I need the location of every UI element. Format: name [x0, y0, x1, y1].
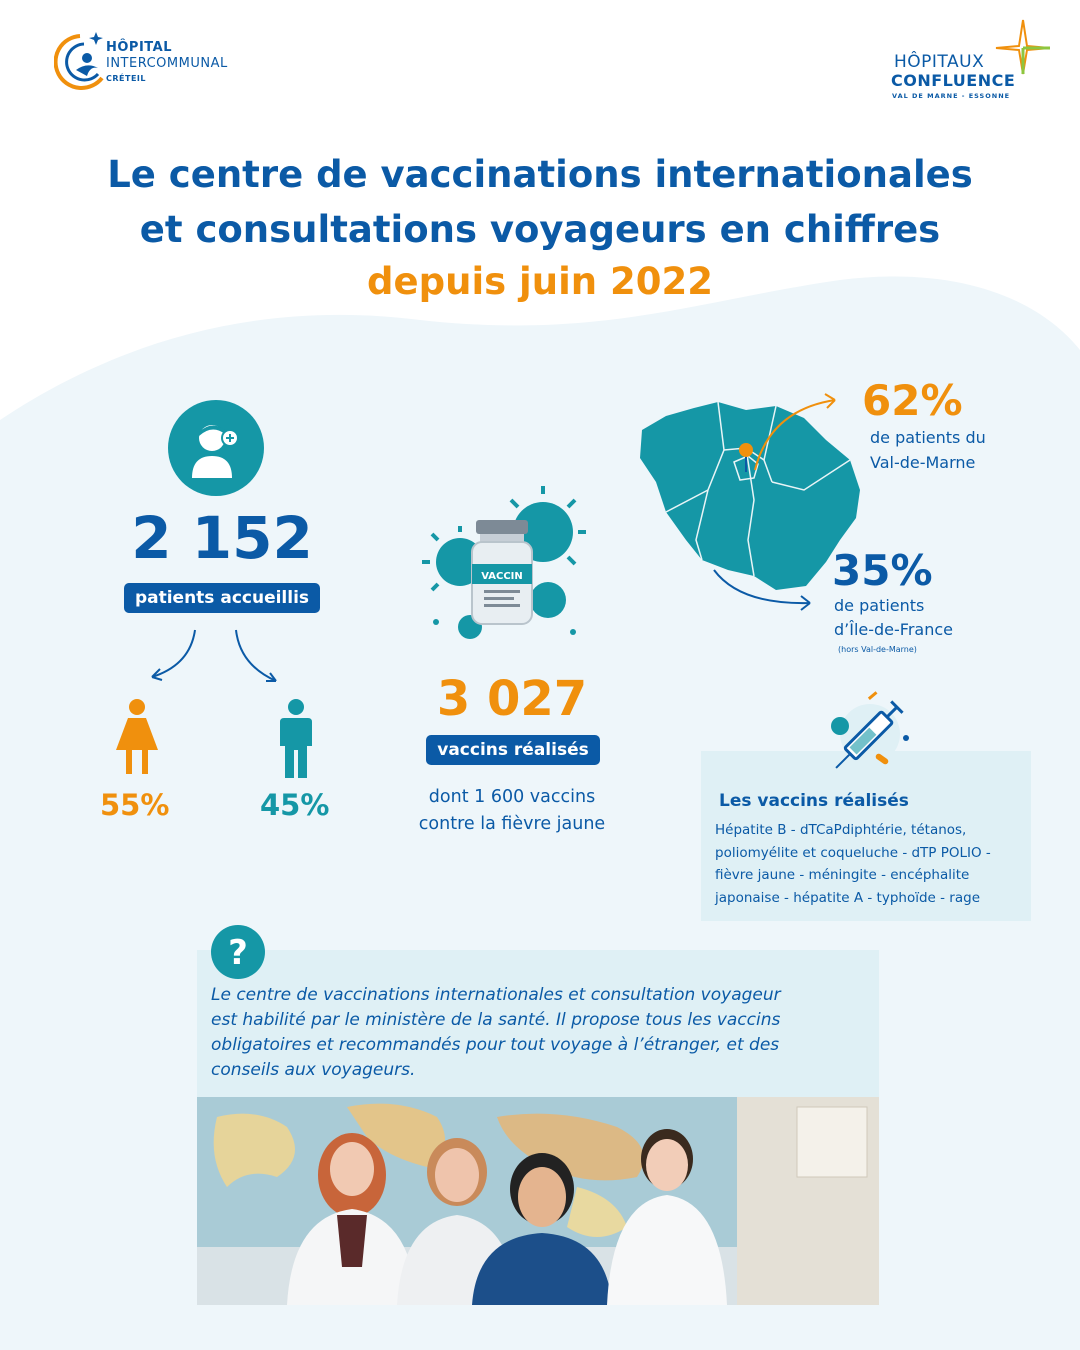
team-photo [197, 1097, 879, 1305]
question-mark: ? [228, 933, 248, 973]
patient-icon [168, 400, 264, 496]
vaccines-count: 3 027 [436, 671, 588, 727]
ile-de-france-percentage: 35% [832, 546, 933, 595]
men-percentage: 45% [260, 788, 330, 822]
ile-de-france-line1: de patients [834, 596, 925, 615]
vaccines-list-line2: poliomyélite et coqueluche - dTP POLIO - [715, 844, 991, 861]
logo-left-line2: INTERCOMMUNAL [106, 56, 228, 71]
logo-left-line1: HÔPITAL [106, 40, 172, 55]
info-text [211, 983, 871, 1083]
hopital-logo-icon [54, 28, 106, 98]
ile-de-france-line2: d’Île-de-France [834, 620, 953, 639]
vaccines-list-text [715, 819, 1025, 909]
vaccines-list-line3: fièvre jaune - méningite - encéphalite [715, 867, 970, 883]
patients-count: 2 152 [131, 504, 313, 572]
vaccines-label-badge: vaccins réalisés [426, 735, 600, 765]
vaccines-list-line1: Hépatite B - dTCaPdiphtérie, tétanos, [715, 822, 967, 838]
woman-icon [114, 698, 160, 778]
info-line4: conseils aux voyageurs. [211, 1060, 416, 1080]
logo-right-line3: VAL DE MARNE - ESSONNE [892, 92, 1011, 100]
patients-label-badge: patients accueillis [124, 583, 320, 613]
val-de-marne-label [870, 425, 986, 475]
page-title-line3: depuis juin 2022 [367, 260, 713, 303]
page-title-line2: et consultations voyageurs en chiffres [139, 208, 941, 251]
page-title-line1: Le centre de vaccinations internationales [107, 153, 973, 196]
val-de-marne-percentage: 62% [862, 376, 963, 425]
women-percentage: 55% [100, 788, 170, 822]
syringe-icon [820, 686, 920, 782]
vaccines-list-line4: japonaise - hépatite A - typhoïde - rage [715, 889, 980, 906]
val-de-marne-line2: Val-de-Marne [870, 453, 976, 472]
question-icon [211, 925, 265, 979]
man-icon [278, 698, 314, 780]
split-arrows [140, 625, 300, 695]
vial-label: VACCIN [481, 571, 523, 582]
info-line2: est habilité par le ministère de la santé. Il propose tous les vaccins [211, 1010, 781, 1030]
info-line3: obligatoires et recommandés pour tout voyage à l’étranger, et des [211, 1035, 780, 1055]
ile-de-france-note: (hors Val-de-Marne) [838, 645, 917, 654]
vaccine-vial-icon [472, 520, 532, 624]
vaccines-list-title: Les vaccins réalisés [719, 791, 909, 811]
logo-left-line3: CRÉTEIL [106, 74, 146, 83]
logo-right-line1: HÔPITAUX [894, 52, 985, 72]
yellow-fever-note [400, 784, 624, 838]
hopitaux-confluence-logo [880, 18, 1050, 108]
info-line1: Le centre de vaccinations internationales et consultation voyageur [211, 985, 781, 1005]
logo-right-line2: CONFLUENCE [891, 71, 1016, 90]
yellow-fever-line2: contre la fièvre jaune [418, 814, 606, 834]
val-de-marne-line1: de patients du [870, 428, 986, 447]
ile-de-france-label [834, 594, 953, 642]
yellow-fever-line1: dont 1 600 vaccins [428, 787, 596, 807]
vaccine-illustration [418, 482, 588, 652]
hopital-creteil-logo [54, 28, 274, 98]
